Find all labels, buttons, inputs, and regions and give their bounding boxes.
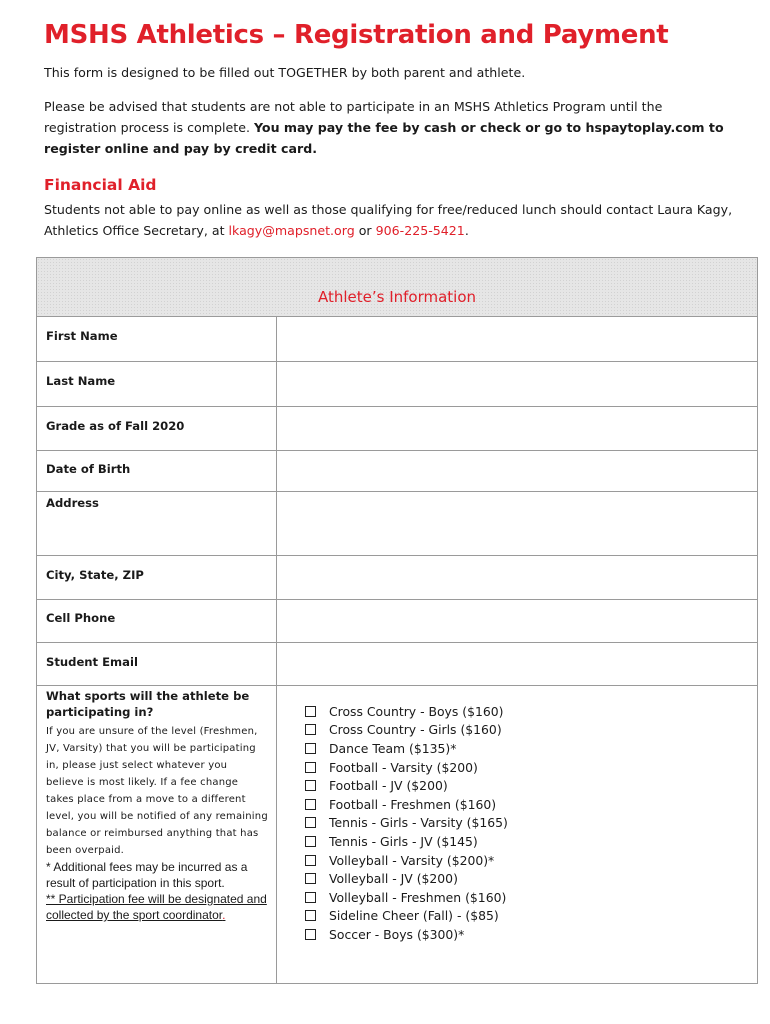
field-row-first-name [37, 316, 757, 362]
cell-phone-label: Cell Phone [46, 611, 116, 625]
student-email-label: Student Email [46, 655, 138, 669]
sport-option [305, 776, 508, 795]
sport-option [305, 832, 508, 851]
checkbox[interactable] [305, 873, 316, 884]
designated-fee-text: ** Participation fee will be designated and collected by the sport coordinator [46, 892, 267, 922]
sport-option-label: Football - Varsity ($200) [329, 759, 478, 775]
sport-option [305, 814, 508, 833]
sport-option-label: Volleyball - Varsity ($200)* [329, 852, 495, 868]
city-state-zip-label: City, State, ZIP [46, 568, 144, 582]
sport-option-label: Tennis - Girls - Varsity ($165) [329, 815, 508, 831]
checkbox[interactable] [305, 762, 316, 773]
last-name-input[interactable] [277, 362, 757, 406]
athlete-info-form [36, 257, 758, 984]
designated-fee-note [46, 891, 268, 923]
sport-option-label: Volleyball - JV ($200) [329, 871, 458, 887]
checkbox[interactable] [305, 799, 316, 810]
financial-aid-text-after: . [464, 223, 469, 238]
dob-input[interactable] [277, 451, 757, 491]
contact-phone-link[interactable]: 906-225-5421 [375, 223, 465, 238]
address-label: Address [46, 496, 99, 510]
designated-fee-period: . [222, 908, 226, 922]
sports-description [46, 688, 268, 923]
checkbox[interactable] [305, 836, 316, 847]
field-row-last-name [37, 362, 757, 407]
checkbox[interactable] [305, 817, 316, 828]
cell-phone-input[interactable] [277, 600, 757, 642]
checkbox[interactable] [305, 892, 316, 903]
sports-question: What sports will the athlete be participating in? [46, 689, 250, 719]
sport-option [305, 851, 508, 870]
dob-label: Date of Birth [46, 462, 131, 476]
checkbox[interactable] [305, 706, 316, 717]
sport-option-label: Football - JV ($200) [329, 778, 448, 794]
student-email-input[interactable] [277, 643, 757, 685]
advisory-bold: You may pay the fee by cash or check or go to hspaytoplay.com to register online and pay by credit card. [44, 120, 724, 156]
checkbox[interactable] [305, 724, 316, 735]
sport-option [305, 925, 508, 944]
financial-aid-text [44, 199, 734, 241]
financial-aid-heading: Financial Aid [44, 176, 157, 194]
financial-aid-text-before: Students not able to pay online as well as those qualifying for free/reduced lunch should contact Laura Kagy, Athletics Office Secretary, at [44, 202, 733, 238]
sport-option-label: Dance Team ($135)* [329, 740, 457, 756]
sport-option-label: Football - Freshmen ($160) [329, 796, 497, 812]
sport-option-label: Tennis - Girls - JV ($145) [329, 833, 478, 849]
sport-option-label: Volleyball - Freshmen ($160) [329, 889, 507, 905]
sport-option [305, 758, 508, 777]
additional-fees-note: * Additional fees may be incurred as a result of participation in this sport. [46, 860, 248, 890]
field-row-address [37, 492, 757, 556]
sport-option [305, 907, 508, 926]
city-state-zip-input[interactable] [277, 556, 757, 599]
sport-option [305, 795, 508, 814]
first-name-label: First Name [46, 329, 118, 343]
sport-option [305, 869, 508, 888]
advisory-plain: Please be advised that students are not able to participate in an MSHS Athletics Program until the registration process is complete. [44, 99, 663, 135]
sport-option [305, 888, 508, 907]
field-row-cell [37, 600, 757, 643]
sports-options-list [305, 702, 508, 944]
advisory-text [44, 96, 734, 159]
grade-input[interactable] [277, 407, 757, 450]
sports-level-note: If you are unsure of the level (Freshmen, JV, Varsity) that you will be participating in, please just select whatever you believe is most likely. If a fee change takes place from a move to a different level, you will be notified of any remaining balance or reimbursed anything that has been overpaid. [46, 726, 268, 856]
sport-option [305, 702, 508, 721]
field-row-email [37, 643, 757, 686]
intro-text: This form is designed to be filled out TOGETHER by both parent and athlete. [44, 65, 526, 80]
sport-option-label: Soccer - Boys ($300)* [329, 926, 465, 942]
grade-label: Grade as of Fall 2020 [46, 419, 185, 433]
checkbox[interactable] [305, 855, 316, 866]
sport-option [305, 739, 508, 758]
financial-aid-text-mid: or [354, 223, 376, 238]
last-name-label: Last Name [46, 374, 116, 388]
checkbox[interactable] [305, 910, 316, 921]
address-input[interactable] [277, 492, 757, 555]
form-heading: Athlete’s Information [317, 288, 477, 306]
sport-option-label: Cross Country - Boys ($160) [329, 703, 504, 719]
checkbox[interactable] [305, 743, 316, 754]
field-row-dob [37, 451, 757, 492]
sport-option [305, 721, 508, 740]
first-name-input[interactable] [277, 316, 757, 361]
field-row-grade [37, 407, 757, 451]
sport-option-label: Cross Country - Girls ($160) [329, 722, 502, 738]
page-title: MSHS Athletics – Registration and Payment [44, 20, 669, 50]
contact-email-link[interactable]: lkagy@mapsnet.org [228, 223, 355, 238]
field-row-city [37, 556, 757, 600]
form-header [37, 258, 757, 317]
checkbox[interactable] [305, 929, 316, 940]
sport-option-label: Sideline Cheer (Fall) - ($85) [329, 908, 499, 924]
checkbox[interactable] [305, 780, 316, 791]
